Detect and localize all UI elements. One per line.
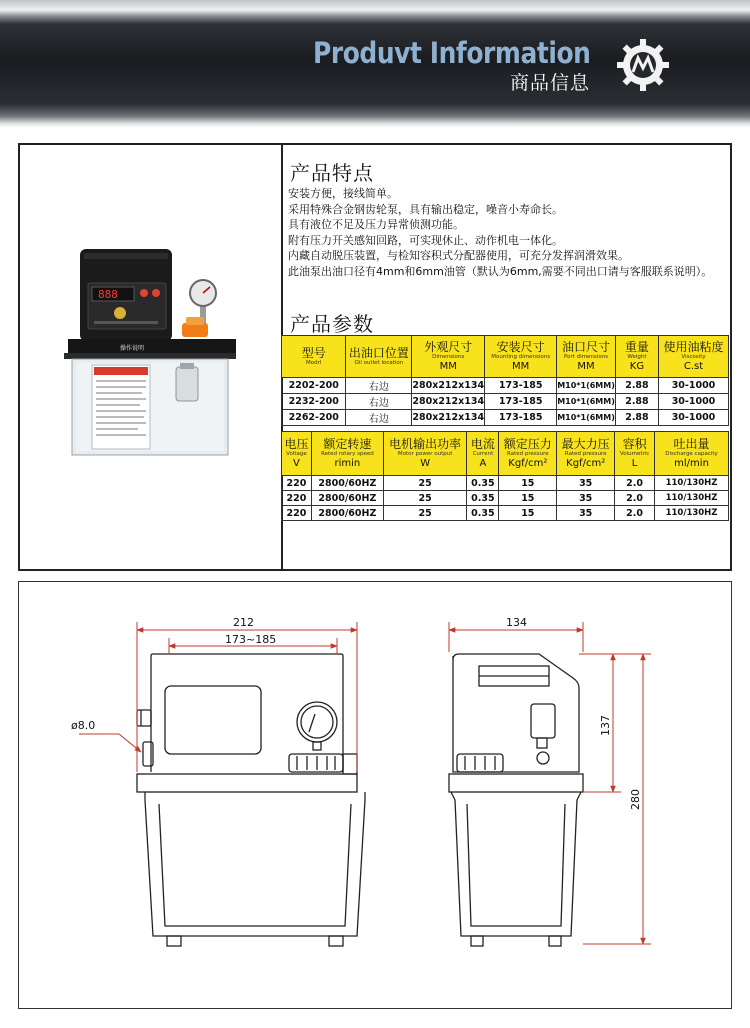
led-display: 888	[98, 288, 118, 301]
table-row: 220 2800/60HZ 25 0.35 15 35 2.0 110/130HZ	[282, 476, 729, 491]
technical-drawing-panel	[18, 581, 732, 1009]
col-header-discharge: 吐出量 Discharge capacity ml/min	[655, 432, 729, 476]
feature-line: 具有液位不足及压力异常侦测功能。	[288, 218, 464, 232]
col-header-voltage: 电压 Voltage V	[282, 432, 312, 476]
product-info-panel	[18, 143, 732, 571]
features-list	[288, 186, 728, 280]
side-view	[449, 654, 583, 946]
params-heading: 产品参数	[290, 312, 374, 336]
feature-line: 附有压力开关感知回路，可实现休止、动作机电一体化。	[288, 233, 563, 247]
dim-mount: 173~185	[225, 633, 277, 646]
photo-panel-label: 操作说明	[120, 345, 145, 352]
company-logo-icon	[616, 38, 670, 92]
dim-depth: 134	[506, 616, 527, 629]
table-row: 2202-200 右边 280x212x134 173-185 M10*1(6MM) 2.88 30-1000	[282, 378, 729, 394]
banner-title: Produvt Information	[313, 36, 591, 70]
col-header-port: 油口尺寸 Port dimensions MM	[557, 336, 616, 378]
col-header-power: 电机输出功率 Motor power output W	[383, 432, 467, 476]
col-header-volume: 容积 Volumetric L	[615, 432, 655, 476]
spec-table-electrical	[281, 431, 729, 521]
col-header-viscosity: 使用油粘度 Viscosity C.st	[658, 336, 728, 378]
feature-line: 采用特殊合金钢齿轮泵，具有输出稳定，噪音小寿命长。	[288, 202, 563, 216]
banner-subtitle: 商品信息	[510, 72, 591, 94]
features-heading: 产品特点	[290, 161, 374, 185]
col-header-rated-pressure: 额定压力 Rated pressure Kgf/cm²	[499, 432, 557, 476]
table-row: 220 2800/60HZ 25 0.35 15 35 2.0 110/130HZ	[282, 506, 729, 521]
feature-line: 此油泵出油口径有4mm和6mm油管（默认为6mm,需要不同出口请与客服联系说明）。	[288, 264, 713, 278]
col-header-mounting: 安装尺寸 Mounting dimensions MM	[485, 336, 557, 378]
table-row: 220 2800/60HZ 25 0.35 15 35 2.0 110/130HZ	[282, 491, 729, 506]
dim-height: 280	[629, 789, 642, 810]
header-banner	[0, 0, 750, 128]
feature-line: 内藏自动脱压装置，与检知容积式分配器使用，可充分发挥润滑效果。	[288, 249, 629, 263]
col-header-model: 型号 Modrl	[282, 336, 346, 378]
dim-port: ø8.0	[71, 719, 96, 732]
col-header-speed: 额定转速 Reted rotary speed rimin	[311, 432, 383, 476]
col-header-max-pressure: 最大力压 Rated pressure Kgf/cm²	[557, 432, 615, 476]
table-row: 2262-200 右边 280x212x134 173-185 M10*1(6MM) 2.88 30-1000	[282, 410, 729, 426]
col-header-outlet: 出油口位置 Oil outlet location	[346, 336, 412, 378]
table-row: 2232-200 右边 280x212x134 173-185 M10*1(6MM) 2.88 30-1000	[282, 394, 729, 410]
dim-width: 212	[233, 616, 254, 629]
col-header-weight: 重量 Weight KG	[615, 336, 658, 378]
product-photo	[64, 241, 244, 461]
col-header-current: 电流 Current A	[467, 432, 499, 476]
feature-line: 安装方便，接线简单。	[288, 187, 398, 200]
dim-upper: 137	[599, 715, 612, 736]
front-view	[137, 654, 365, 946]
technical-drawing	[19, 582, 731, 1008]
spec-table-dimensions	[281, 335, 729, 426]
col-header-dimensions: 外观尺寸 Dimensions MM	[412, 336, 485, 378]
